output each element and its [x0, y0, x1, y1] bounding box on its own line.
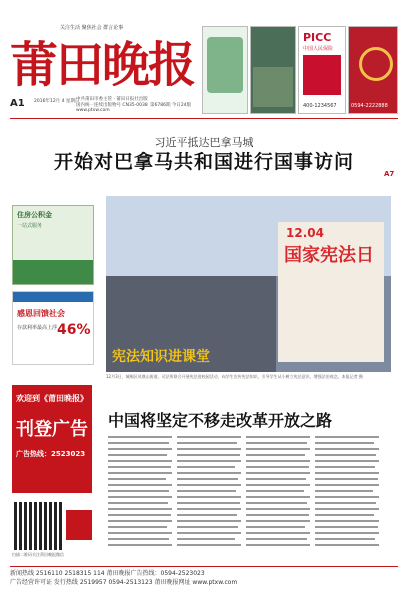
edition	[10, 98, 25, 109]
ad-person-image	[207, 37, 243, 93]
ad2-sub: 存款利率最高上浮	[17, 325, 58, 331]
footer-line1: 新闻热线 2516110 2518315 114 莆田晚报广告热线：0594-2523023	[10, 570, 205, 577]
picc-sub: 中国人民保险	[303, 46, 334, 52]
masthead-divider	[10, 118, 398, 119]
picc-logo: PICC	[303, 31, 332, 44]
qr-caption: 扫描二维码关注莆田晚报微信	[12, 552, 64, 557]
footer	[10, 566, 398, 587]
ad-building-image	[253, 67, 293, 107]
side-ad-promo[interactable]	[12, 385, 92, 493]
lead-headline[interactable]: 开始对巴拿马共和国进行国事访问	[53, 151, 354, 173]
ad2-title: 感恩回馈社会	[17, 309, 65, 318]
web-address: www.ptxw.com	[76, 108, 110, 113]
article-col-4	[315, 436, 379, 554]
publisher-line1: 中共莆田市委主管 · 莆田日报社出版	[76, 97, 148, 102]
lead-page-ref[interactable]: A7	[384, 170, 395, 178]
qr-logo	[66, 510, 92, 540]
publisher-line3: 第6786期 今日24版	[150, 103, 192, 108]
banner-board	[278, 222, 384, 362]
article-col-3	[246, 436, 310, 554]
side-ad-bank[interactable]	[12, 291, 94, 365]
ad3-line3: 广告热线：2523023	[16, 450, 86, 458]
top-ad-1[interactable]	[202, 26, 248, 114]
publisher-line2: 国内统一连续出版物号 CN35-0038	[76, 103, 148, 108]
ad3-line1: 欢迎到《莆田晚报》	[16, 394, 88, 403]
bank-logo-bar	[13, 292, 93, 302]
top-ad-gold[interactable]	[348, 26, 398, 114]
masthead-logo: 莆田晚报	[10, 37, 195, 93]
photo-caption: 12月3日，城厢区凤凰山街道、司法所联合开展宪法进校园活动，向学生宣传宪法知识，引导学生从小树立宪法意识，增强法治观念。本报记者 摄	[106, 374, 363, 379]
photo-overlay-title: 宪法知识进课堂	[112, 349, 210, 365]
top-ad-2[interactable]	[250, 26, 296, 114]
ad2-rate: 46%	[57, 322, 91, 338]
banner-date: 12.04	[286, 226, 324, 240]
top-ad-picc[interactable]	[298, 26, 346, 114]
necklace-icon	[359, 47, 393, 81]
picc-banner	[303, 55, 341, 95]
picc-phone: 400-1234567	[303, 103, 337, 109]
edition-label: A1	[10, 98, 25, 109]
lead-photo[interactable]	[106, 196, 391, 372]
headline-2[interactable]: 中国将坚定不移走改革开放之路	[108, 411, 333, 430]
ad1-sub: 一站式服务	[17, 223, 43, 229]
lead-subhead: 习近平抵达巴拿马城	[154, 136, 254, 149]
ad1-banner	[13, 260, 93, 284]
qr-code[interactable]	[14, 502, 64, 550]
ad1-title: 住房公积金	[17, 211, 52, 219]
masthead-slogan: 关注生活 聚焦社会 群言论事	[60, 25, 124, 31]
article-col-1	[108, 436, 172, 554]
ad3-line2: 刊登广告	[16, 419, 88, 440]
article-col-2	[177, 436, 241, 554]
side-ad-1[interactable]	[12, 205, 94, 285]
gold-phone: 0594-2222888	[351, 103, 388, 109]
date-info: 2016年12月 4 星期日	[34, 99, 80, 104]
banner-text: 国家宪法日	[284, 245, 374, 266]
footer-line2: 广告经营许可证 发行热线 2519957 0594-2513123 莆田晚报网址 www.ptxw.com	[10, 579, 238, 586]
